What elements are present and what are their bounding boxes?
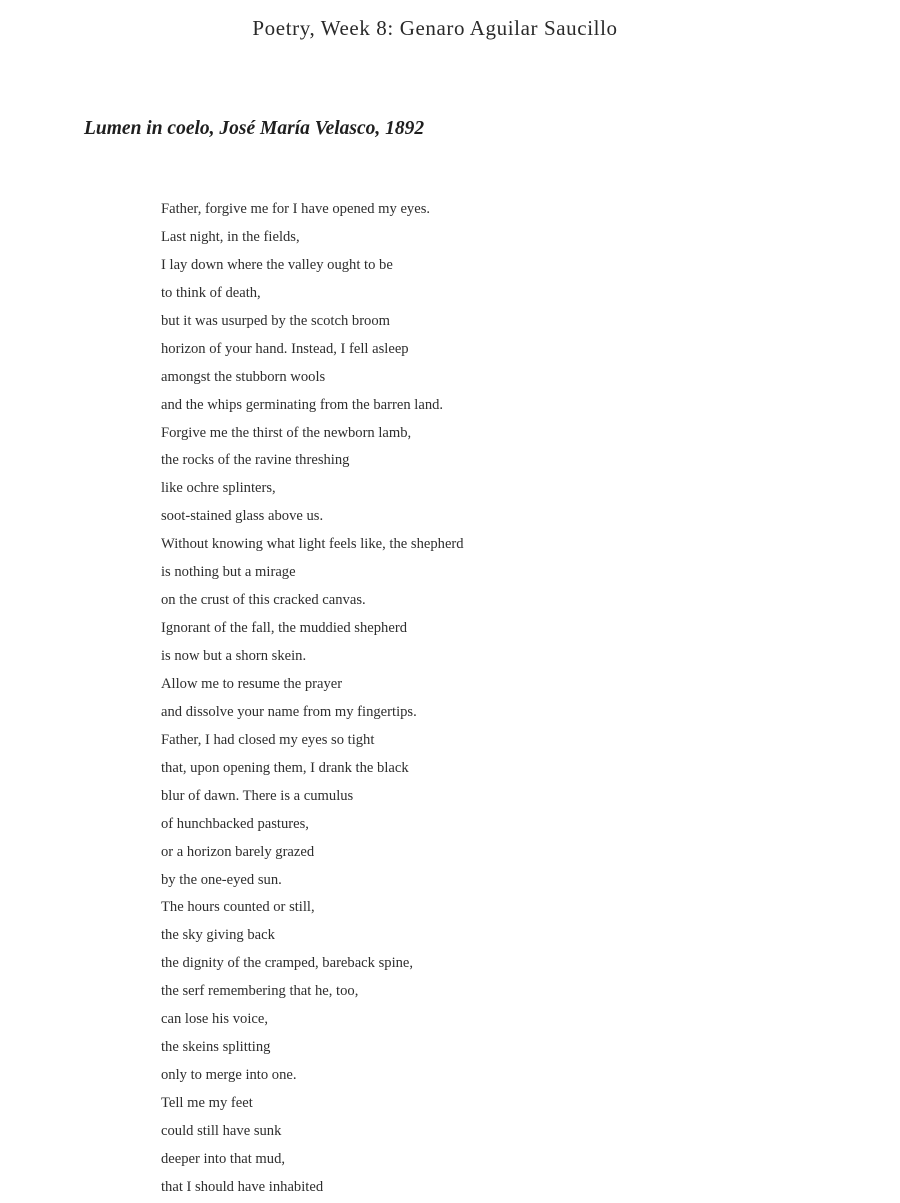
poem-line: to think of death, [161, 284, 261, 301]
poem-line: Father, I had closed my eyes so tight [161, 731, 375, 748]
poem-body [161, 197, 464, 1203]
poem-line: amongst the stubborn wools [161, 368, 326, 385]
poem-line: Tell me my feet [161, 1095, 253, 1111]
poem-line: Without knowing what light feels like, the shepherd [161, 536, 464, 553]
poem-line: the sky giving back [161, 927, 275, 944]
poem-line: of hunchbacked pastures, [161, 815, 309, 832]
poem-line: Father, forgive me for I have opened my eyes. [161, 201, 431, 217]
poem-line: but it was usurped by the scotch broom [161, 312, 391, 329]
poem-line: the dignity of the cramped, bareback spine, [161, 955, 414, 972]
poem-line: only to merge into one. [161, 1067, 297, 1084]
poem-line: could still have sunk [161, 1122, 282, 1139]
poem-title: Lumen in coelo, José María Velasco, 1892 [84, 118, 425, 139]
poem-line: horizon of your hand. Instead, I fell asleep [161, 340, 409, 357]
poem-line: blur of dawn. There is a cumulus [161, 787, 354, 804]
poem-line: is now but a shorn skein. [161, 648, 307, 664]
poem-line: the serf remembering that he, too, [161, 983, 359, 1000]
poem-line: that I should have inhabited [161, 1178, 324, 1195]
poem-line: and the whips germinating from the barren land. [161, 396, 444, 413]
poem-line: that, upon opening them, I drank the black [161, 759, 409, 776]
poem-line: Last night, in the fields, [161, 228, 300, 245]
page-title: Poetry, Week 8: Genaro Aguilar Saucillo [252, 16, 618, 40]
poem-line: can lose his voice, [161, 1011, 268, 1028]
poem-line: Ignorant of the fall, the muddied shepherd [161, 620, 407, 637]
poem-line: or a horizon barely grazed [161, 843, 315, 860]
poem-line: I lay down where the valley ought to be [161, 256, 393, 273]
poem-line: like ochre splinters, [161, 480, 276, 497]
poem-line: deeper into that mud, [161, 1150, 286, 1167]
poem-line: and dissolve your name from my fingertips. [161, 703, 417, 720]
poem-line: on the crust of this cracked canvas. [161, 592, 366, 609]
poem-line: soot-stained glass above us. [161, 508, 324, 525]
poem-line: the skeins splitting [161, 1039, 271, 1056]
poem-line: The hours counted or still, [161, 899, 315, 916]
poem-line: the rocks of the ravine threshing [161, 452, 350, 469]
poem-line: by the one-eyed sun. [161, 871, 282, 888]
poem-line: Forgive me the thirst of the newborn lamb, [161, 424, 412, 441]
poem-line: Allow me to resume the prayer [161, 675, 343, 692]
poem-line: is nothing but a mirage [161, 564, 296, 581]
